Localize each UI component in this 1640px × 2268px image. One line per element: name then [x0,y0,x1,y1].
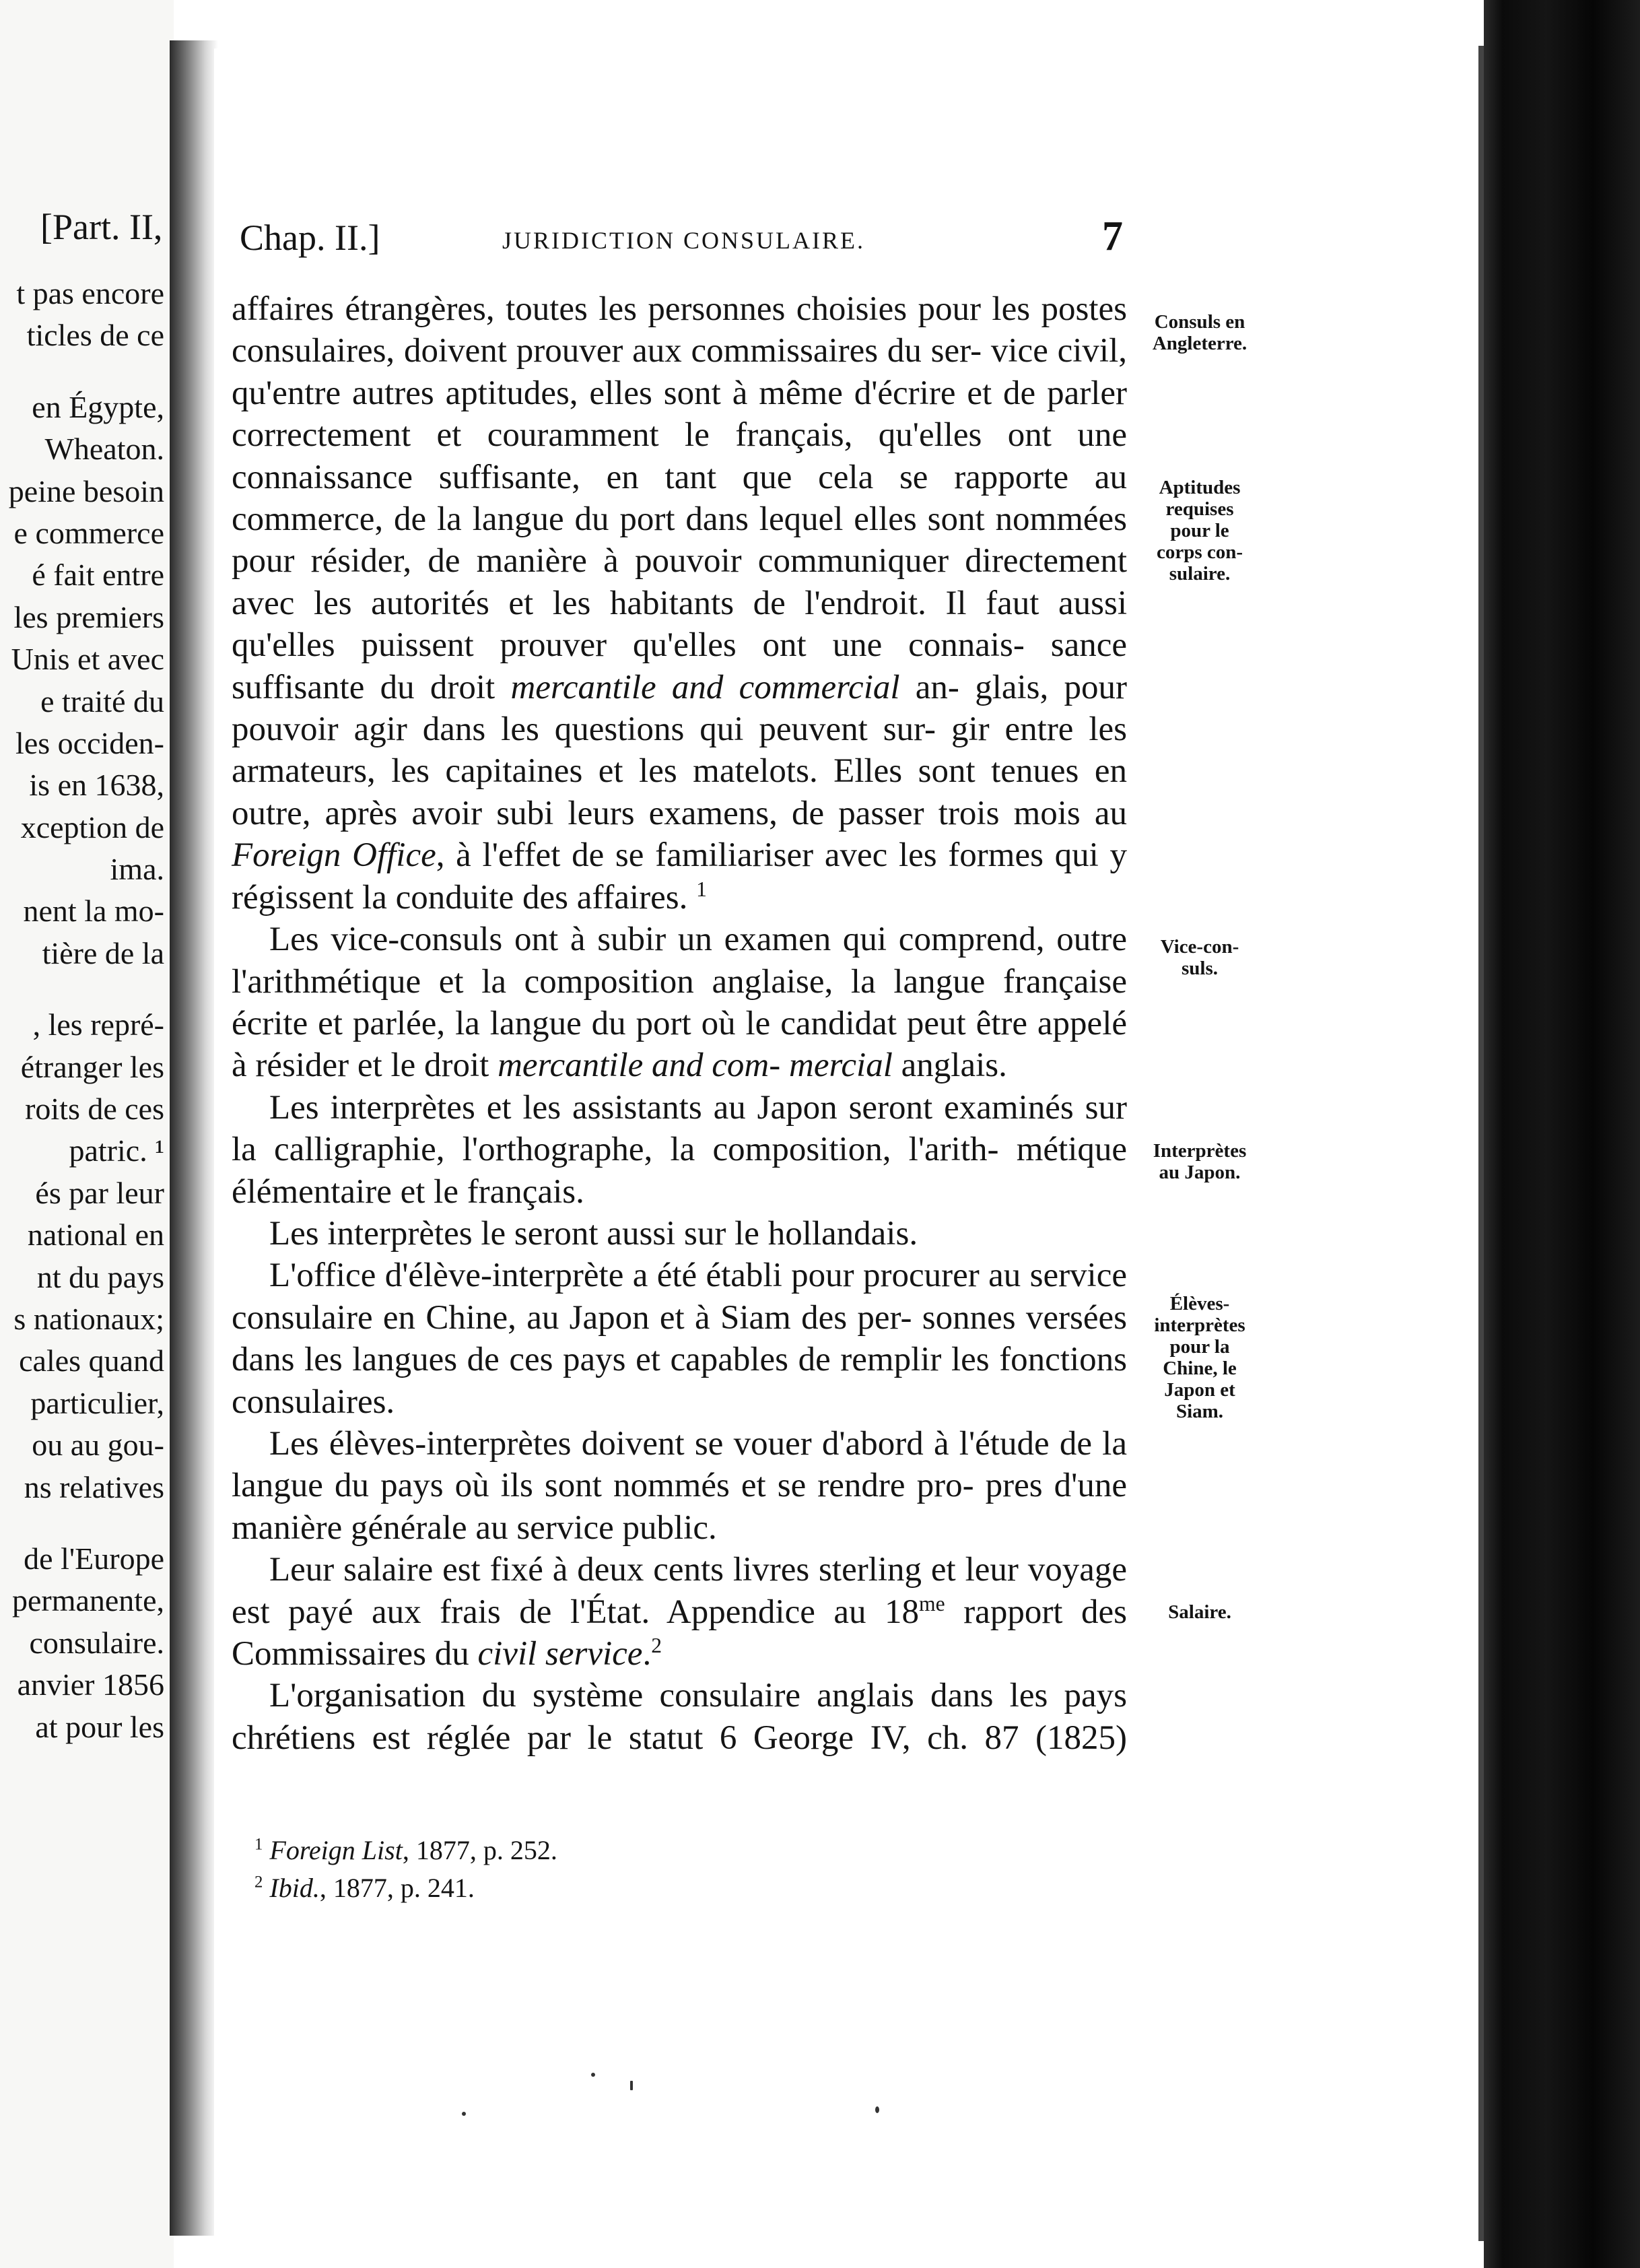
facing-line: de l'Europe [24,1541,164,1576]
facing-page-header: [Part. II, [40,207,163,247]
paragraph-4: Les interprètes le seront aussi sur le hollandais. [269,1214,918,1253]
facing-line: ns relatives [24,1469,164,1504]
facing-line: les premiers [13,599,164,634]
facing-line: national en [27,1218,164,1253]
facing-line: nt du pays [36,1259,164,1294]
italic-term: civil service [477,1635,643,1673]
facing-line: Unis et avec [11,642,164,677]
facing-line: peine besoin [8,473,164,508]
facing-line: e traité du [40,683,164,719]
scan-speck [630,2081,633,2090]
facing-line: cales quand [19,1343,164,1378]
footnote-1: $^1$ Foreign List, 1877, p. 252. [254,1835,557,1865]
paragraph-8: L'organisation du système consulaire anglais dans les pays chrétiens est réglée par le statut 6 George IV, ch. 87 (1825) [232,1677,1127,1757]
footnote-ref-1: 1 [696,877,707,901]
facing-line: ou au gou- [32,1428,164,1463]
facing-line: consulaire. [29,1625,164,1660]
facing-line: at pour les [35,1709,164,1744]
paragraph-5: L'office d'élève-interprète a été établi pour procurer au service consulaire en Chine, au Japon et à Siam des per- sonnes versées dans les langues de ces pays et capables de remplir les fonctions consulaires. [232,1257,1128,1421]
facing-line: ima. [110,852,164,887]
italic-term: mercantile and commercial [510,668,900,706]
paragraph-1: affaires étrangères, toutes les personnes choisies pour les postes consulaires, doivent prouver aux commissaires du ser- vice civil, qu'entre autres aptitudes, elles sont à même d'écrire et de parler correctement et couramment le français, qu'elles ont une connaissance suffisante, en tant que cela se rapporte au commerce, de la langue du port dans lequel elles sont nommées pour résider, de manière à pouvoir communiquer directement avec les autorités et les habitants de l'endroit. Il faut aussi qu'elles puissent prouver qu'elles ont une connais- sance suffisante du droit mercantile and commercial an- glais, pour pouvoir agir dans les questions qui peuvent sur- gir entre les armateurs, les capitaines et les matelots. Elles sont tenues en outre, après avoir subi leurs examens, de passer trois mois au Foreign Office, à l'effet de se familiariser avec les formes qui y régissent la conduite des affaires. $^1$ [232,290,1128,916]
facing-line: is en 1638, [29,768,164,803]
facing-line: xception de [20,809,164,844]
facing-line: , les repré- [32,1007,164,1042]
footnote-2: $^2$ Ibid., 1877, p. 241. [254,1873,475,1903]
facing-line: ticles de ce [26,318,164,353]
italic-term: Foreign Office [232,836,436,875]
italic-term: mercial [788,1046,893,1085]
sidenote-interpretes: Interprètes au Japon. [1153,1140,1247,1183]
facing-line: t pas encore [16,276,164,310]
book-gutter-shadow [170,40,218,2236]
facing-page [0,0,174,2268]
facing-line: s nationaux; [13,1301,164,1336]
facing-page-text [9,273,164,1748]
facing-line: Wheaton. [44,432,164,467]
running-title: JURIDICTION CONSULAIRE. [502,227,865,254]
superscript-me: me [919,1591,945,1615]
paragraph-2: Les vice-consuls ont à subir un examen qui comprend, outre l'arithmétique et la composition anglaise, la langue française écrite et parlée, la langue du port où le candidat peut être appelé à résider et le droit mercantile and com- mercial anglais. [232,921,1128,1085]
italic-term: mercantile and com- [498,1046,781,1085]
facing-line: tière de la [42,935,164,970]
footnotes [254,1832,557,1907]
sidenote-salaire: Salaire. [1168,1601,1231,1623]
facing-line: particulier, [30,1385,164,1420]
facing-line: patric. ¹ [69,1133,164,1168]
facing-line: é fait entre [32,558,164,593]
main-text [232,288,1127,1759]
chapter-label: Chap. II.] [240,218,380,258]
paragraph-7: Leur salaire est fixé à deux cents livres sterling et leur voyage est payé aux frais de l'État. Appendice au $18^{me}$ rapport des Commissaires du civil service.$^2$ [232,1551,1128,1673]
facing-line: permanente, [11,1583,164,1618]
facing-line: és par leur [35,1175,164,1210]
paragraph-3: Les interprètes et les assistants au Japon seront examinés sur la calligraphie, l'orthographe, la composition, l'arith- métique élémentaire et le français. [232,1088,1128,1211]
scan-speck [875,2106,879,2113]
running-header [240,213,1128,264]
sidenote-vice-consuls: Vice-con- suls. [1160,936,1239,979]
book-binding-edge [1484,0,1640,2268]
sidenote-aptitudes: Aptitudes requises pour le corps con- sulaire. [1156,477,1243,585]
facing-line: e commerce [13,515,164,550]
facing-line: les occiden- [15,725,164,760]
sidenote-eleves-interpretes: Élèves- interprètes pour la Chine, le Japon et Siam. [1154,1293,1245,1422]
paragraph-6: Les élèves-interprètes doivent se vouer d'abord à l'étude de la langue du pays où ils sont nommés et se rendre pro- pres d'une manière générale au service public. [232,1424,1127,1547]
facing-line: étranger les [20,1049,164,1084]
page-number: 7 [1102,213,1123,259]
sidenote-consuls: Consuls en Angleterre. [1152,311,1248,354]
facing-line: en Égypte, [32,389,164,424]
facing-line: anvier 1856 [17,1667,164,1702]
facing-line: nent la mo- [23,894,164,929]
footnote-ref-2: 2 [651,1634,662,1657]
facing-line: roits de ces [25,1092,164,1127]
scan-speck [591,2073,595,2077]
scan-speck [462,2112,466,2116]
